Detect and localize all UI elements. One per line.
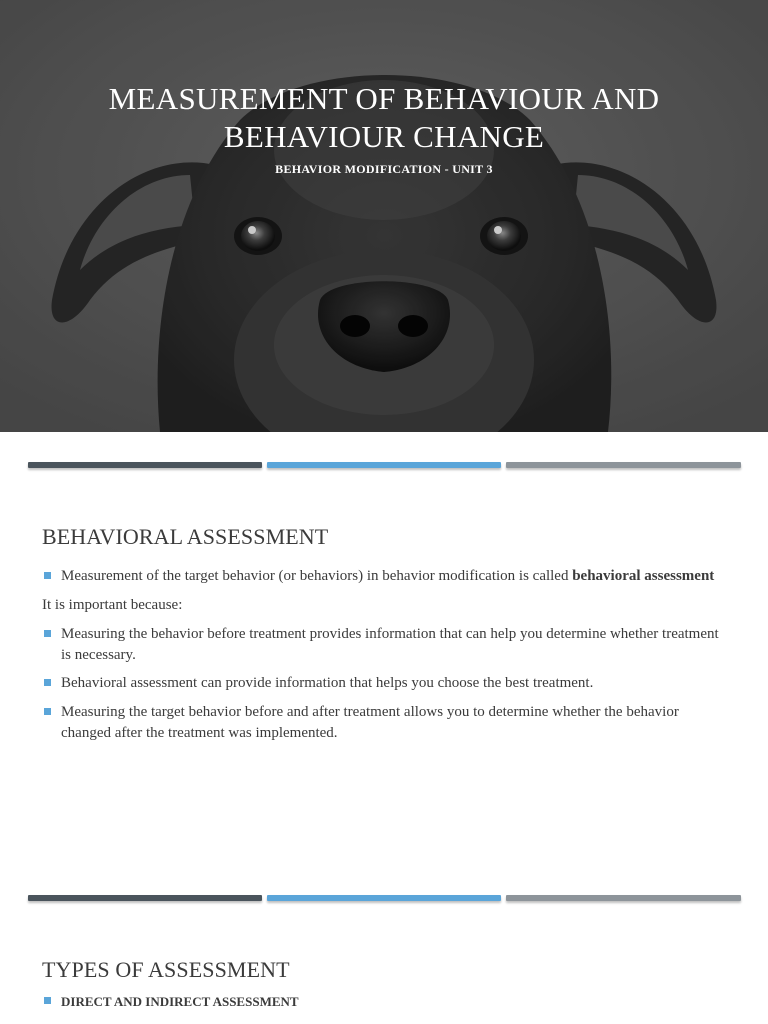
title-slide [0, 0, 768, 432]
slide-divider-bars [28, 895, 741, 902]
bullet-item: DIRECT AND INDIRECT ASSESSMENT [42, 991, 732, 1013]
slide-body [42, 991, 732, 1013]
intro-text: It is important because: [42, 597, 183, 613]
slide-divider-bars [28, 462, 741, 469]
divider-bar-dark [28, 895, 262, 901]
bullet-item: Measurement of the target behavior (or behaviors) in behavior modification is called behavioral assessment [42, 566, 732, 587]
bullet-square-icon [44, 997, 51, 1004]
bullet-square-icon [44, 679, 51, 686]
divider-bar-gray [506, 895, 741, 901]
bullet-item: Measuring the behavior before treatment provides information that can help you determine whether treatment is necessary. [42, 624, 732, 666]
presentation-subtitle: BEHAVIOR MODIFICATION - UNIT 3 [275, 162, 493, 176]
presentation-title: MEASUREMENT OF BEHAVIOUR AND BEHAVIOUR CHANGE [108, 81, 660, 154]
bullet-square-icon [44, 708, 51, 715]
divider-bar-blue [267, 462, 501, 468]
slide-heading: BEHAVIORAL ASSESSMENT [42, 524, 329, 549]
dog-photo [0, 0, 768, 432]
bullet-square-icon [44, 572, 51, 579]
bullet-square-icon [44, 630, 51, 637]
divider-bar-gray [506, 462, 741, 468]
divider-bar-dark [28, 462, 262, 468]
slide-heading: TYPES OF ASSESSMENT [42, 957, 290, 982]
bullet-item: Measuring the target behavior before and after treatment allows you to determine whether the behavior changed after the treatment was implemented. [42, 702, 732, 744]
bold-term: behavioral assessment [572, 568, 715, 584]
divider-bar-blue [267, 895, 501, 901]
bullet-item: Behavioral assessment can provide information that helps you choose the best treatment. [42, 673, 732, 694]
slide-body [42, 566, 732, 744]
